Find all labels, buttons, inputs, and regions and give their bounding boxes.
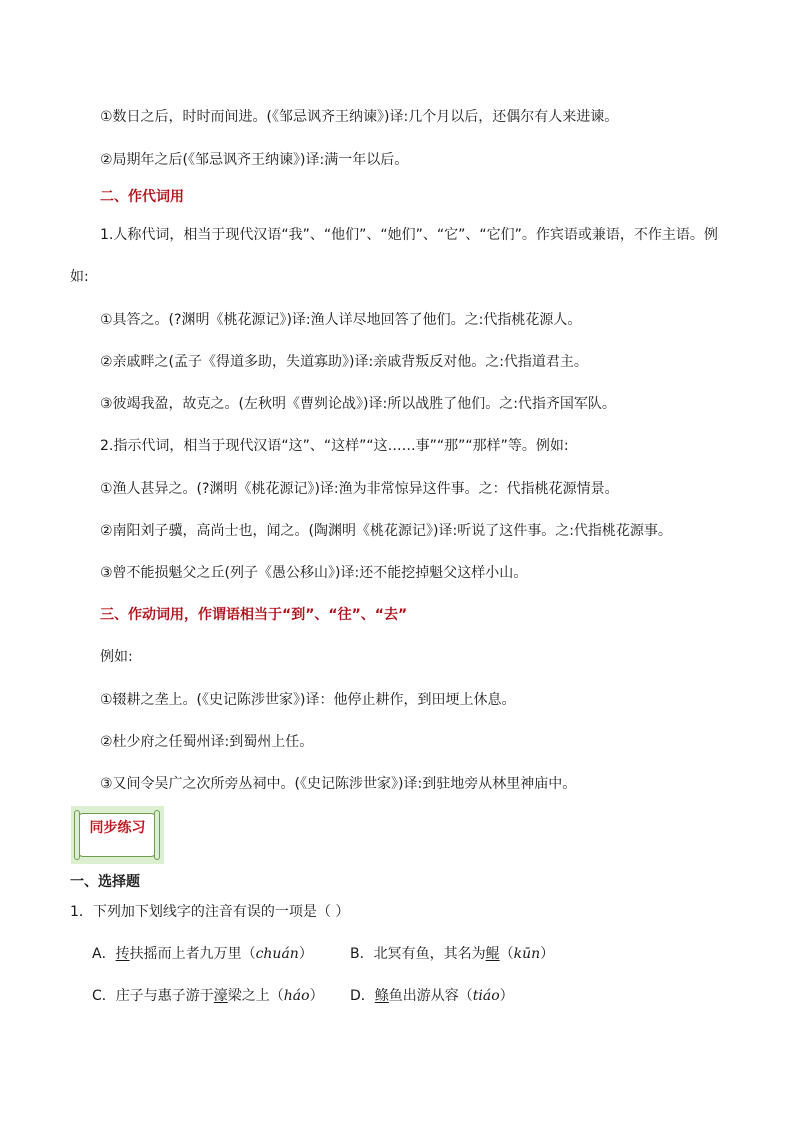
option-d-pinyin: tiáo [472, 988, 500, 1004]
option-a-underlined: 抟 [115, 946, 130, 962]
option-c-underlined: 濠 [213, 988, 228, 1004]
line-2: ②局期年之后(《邹忌讽齐王纳谏》)译:满一年以后。 [100, 152, 409, 168]
para-3: 例如: [100, 649, 133, 665]
option-d-label: D． [350, 988, 375, 1004]
example-9: ③又间令吴广之次所旁丛祠中。(《史记陈涉世家》)译:到驻地旁从林里神庙中。 [100, 776, 577, 792]
option-b-label: B．北冥有鱼，其名为 [350, 946, 486, 962]
option-a-text: 扶摇而上者九万里（ [129, 946, 256, 962]
line-1: ①数日之后，时时而间进。(《邹忌讽齐王纳谏》)译:几个月以后，还偶尔有人来进谏。 [100, 109, 619, 125]
example-3: ③彼竭我盈，故克之。(左秋明《曹刿论战》)译:所以战胜了他们。之:代指齐国军队。 [100, 396, 616, 412]
example-7: ①辍耕之垄上。(《史记陈涉世家》)译：他停止耕作，到田埂上休息。 [100, 692, 516, 708]
para-1-a: 1.人称代词，相当于现代汉语“我”、“他们”、“她们”、“它”、“它们”。作宾语或兼语，不作主语。例 [100, 227, 718, 243]
example-1: ①具答之。(?渊明《桃花源记》)译:渔人详尽地回答了他们。之:代指桃花源人。 [100, 312, 582, 328]
option-b-close: ） [540, 946, 555, 962]
example-2: ②亲戚畔之(孟子《得道多助，失道寡助》)译:亲戚背叛反对他。之:代指道君主。 [100, 354, 588, 370]
option-a-close: ） [298, 946, 313, 962]
option-a[interactable] [92, 945, 313, 963]
example-6: ③曾不能损魁父之丘(列子《愚公移山》)译:还不能挖掉魁父这样小山。 [100, 565, 528, 581]
option-d-close: ） [499, 988, 514, 1004]
option-b-underlined: 鲲 [485, 946, 500, 962]
option-b[interactable] [350, 945, 554, 963]
exercise-section-title: 一、选择题 [70, 874, 140, 890]
para-2: 2.指示代词，相当于现代汉语“这”、“这样”“这……事”“那”“那样”等。例如: [100, 438, 569, 454]
practice-banner [71, 806, 164, 864]
option-c-pinyin: háo [283, 988, 310, 1004]
option-a-label: A． [92, 946, 116, 962]
option-d-text: 鱼出游从容（ [388, 988, 473, 1004]
option-c[interactable] [92, 987, 324, 1005]
example-4: ①渔人甚异之。(?渊明《桃花源记》)译:渔为非常惊异这件事。之：代指桃花源情景。 [100, 481, 619, 497]
question-1: 1．下列加下划线字的注音有误的一项是（ ） [70, 904, 350, 920]
example-5: ②南阳刘子骥，高尚士也，闻之。(陶渊明《桃花源记》)译:听说了这件事。之:代指桃花源事。 [100, 523, 672, 539]
option-b-text: （ [499, 946, 514, 962]
option-c-close: ） [309, 988, 324, 1004]
banner-label: 同步练习 [89, 820, 146, 836]
section-heading-2: 二、作代词用 [100, 189, 184, 205]
option-c-text: 梁之上（ [227, 988, 284, 1004]
option-c-label: C．庄子与惠子游于 [92, 988, 214, 1004]
section-heading-3: 三、作动词用，作谓语相当于“到”、“往”、“去” [100, 607, 408, 623]
option-b-pinyin: kūn [513, 946, 541, 962]
option-d[interactable] [350, 987, 514, 1005]
example-8: ②杜少府之任蜀州译:到蜀州上任。 [100, 734, 314, 750]
option-d-underlined: 鲦 [374, 988, 389, 1004]
option-a-pinyin: chuán [255, 946, 299, 962]
para-1-b: 如: [70, 269, 89, 285]
